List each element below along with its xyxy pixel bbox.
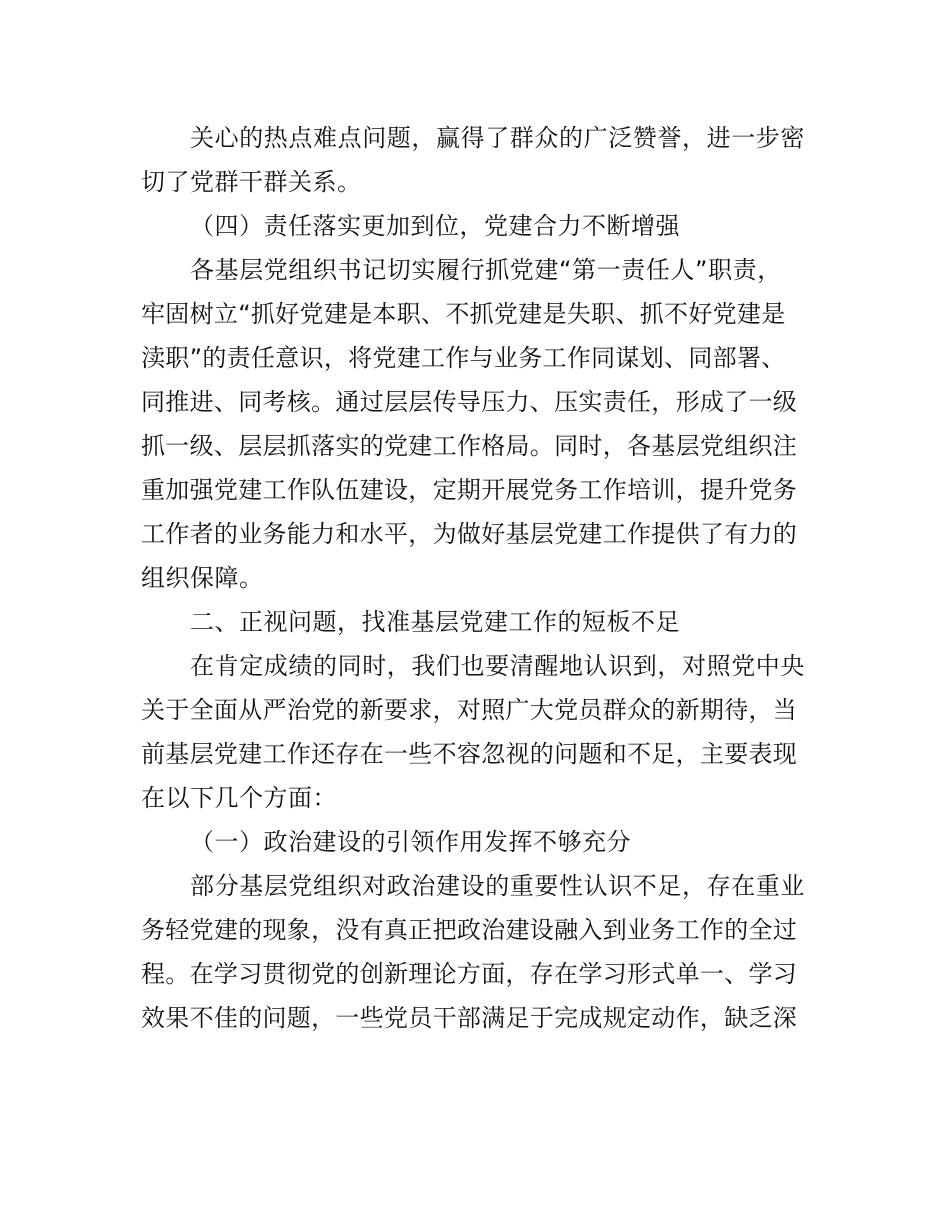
text-line: 关心的热点难点问题，赢得了群众的广泛赞誉，进一步密 — [190, 124, 805, 152]
text-line: 渎职”的责任意识，将党建工作与业务工作同谋划、同部署、 — [141, 344, 786, 372]
text-line: 效果不佳的问题，一些党员干部满足于完成规定动作，缺乏深 — [141, 1004, 798, 1032]
text-line: 部分基层党组织对政治建设的重要性认识不足，存在重业 — [190, 872, 805, 900]
section-heading: （四）责任落实更加到位，党建合力不断增强 — [190, 212, 680, 240]
text-line: 抓一级、层层抓落实的党建工作格局。同时，各基层党组织注 — [141, 432, 798, 460]
text-line: 在肯定成绩的同时，我们也要清醒地认识到，对照党中央 — [190, 652, 805, 680]
text-line: 组织保障。 — [141, 564, 264, 592]
text-line: 牢固树立“抓好党建是本职、不抓党建是失职、抓不好党建是 — [141, 300, 786, 328]
text-line: 在以下几个方面： — [141, 784, 337, 812]
text-line: 前基层党建工作还存在一些不容忽视的问题和不足，主要表现 — [141, 740, 798, 768]
text-line: 各基层党组织书记切实履行抓党建“第一责任人”职责， — [190, 256, 782, 284]
text-line: 工作者的业务能力和水平，为做好基层党建工作提供了有力的 — [141, 520, 798, 548]
text-line: 关于全面从严治党的新要求，对照广大党员群众的新期待，当 — [141, 696, 798, 724]
text-line: 程。在学习贯彻党的创新理论方面，存在学习形式单一、学习 — [141, 960, 798, 988]
text-line: 切了党群干群关系。 — [141, 168, 362, 196]
section-heading: 二、正视问题，找准基层党建工作的短板不足 — [190, 608, 680, 636]
section-heading: （一）政治建设的引领作用发挥不够充分 — [190, 828, 631, 856]
text-line: 同推进、同考核。通过层层传导压力、压实责任，形成了一级 — [141, 388, 798, 416]
text-line: 重加强党建工作队伍建设，定期开展党务工作培训，提升党务 — [141, 476, 798, 504]
text-line: 务轻党建的现象，没有真正把政治建设融入到业务工作的全过 — [141, 916, 798, 944]
